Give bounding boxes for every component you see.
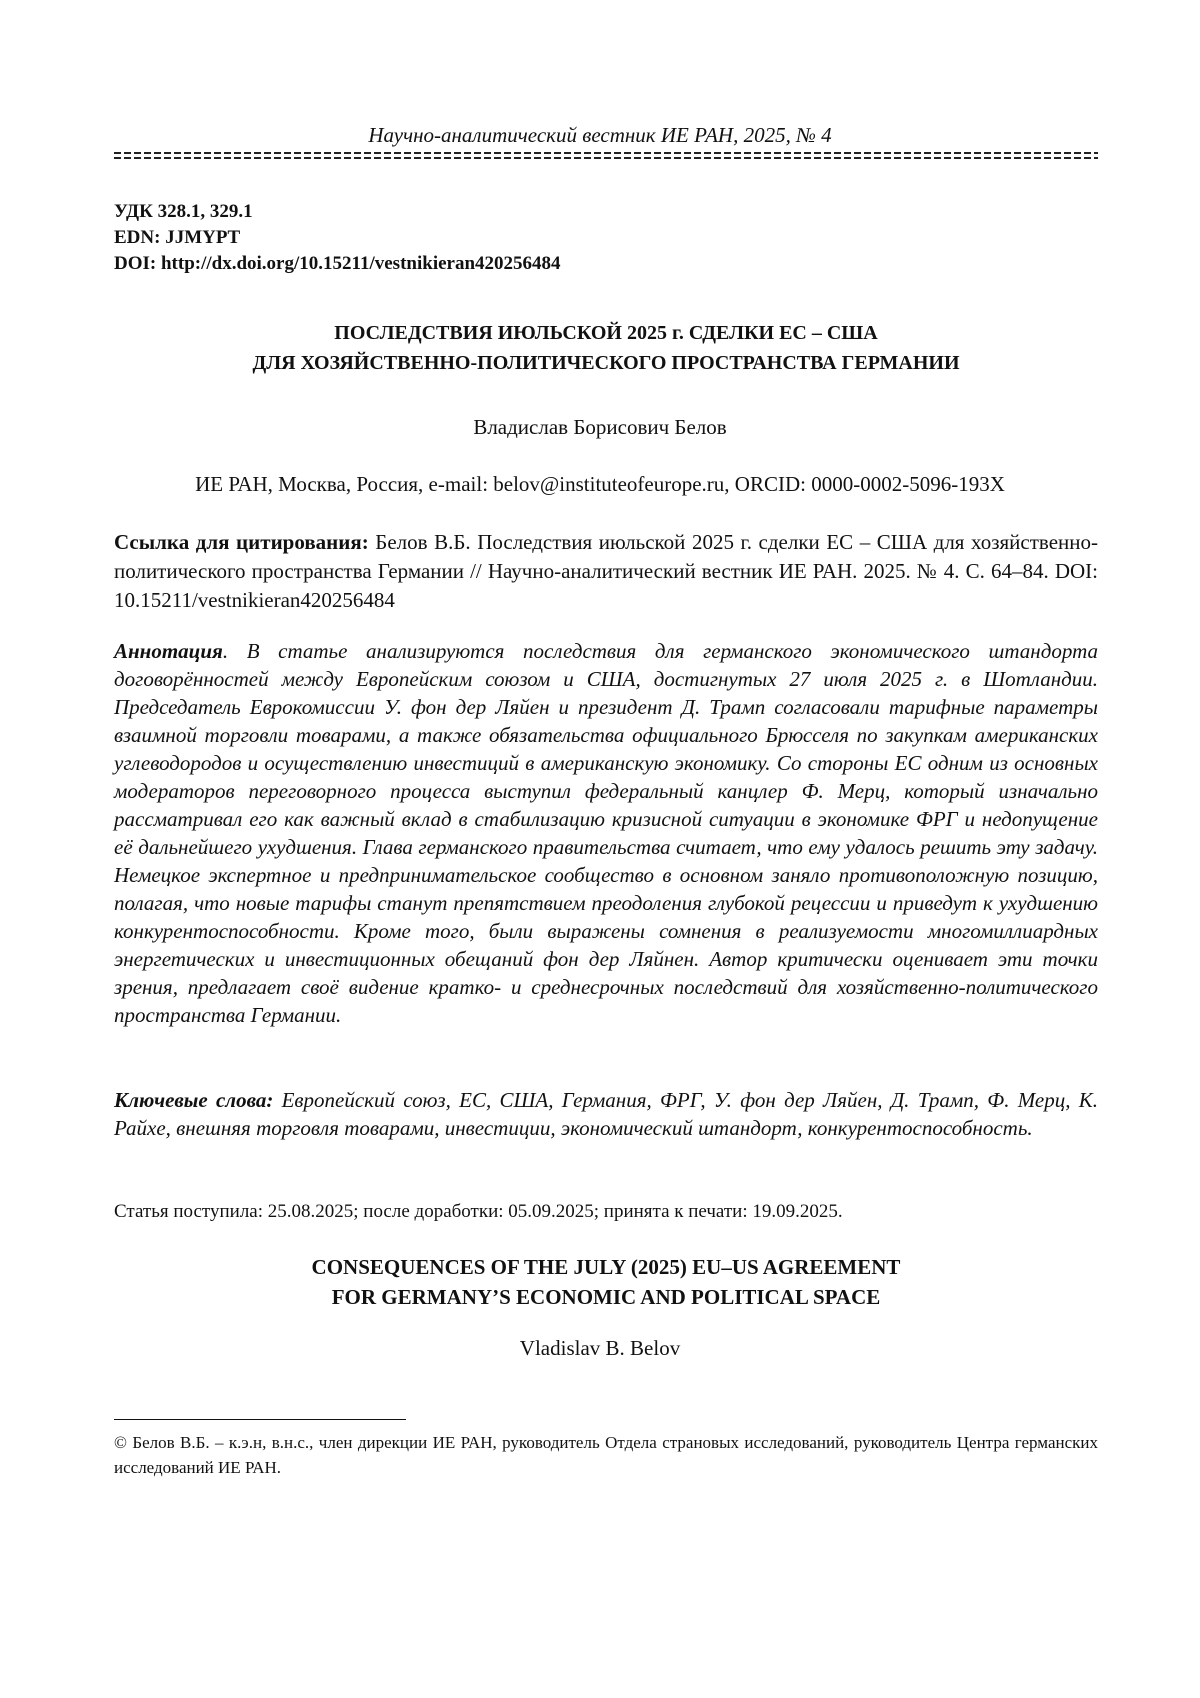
- author-name: Владислав Борисович Белов: [473, 415, 727, 439]
- udk-code: УДК 328.1, 329.1: [114, 201, 253, 222]
- keywords-text: Европейский союз, ЕС, США, Германия, ФРГ, У. фон дер Ляйен, Д. Трамп, Ф. Мерц, К. Райхе, внешняя торговля товарами, инвестиции, экономический штандорт, конкурентоспособность.: [114, 1088, 1098, 1140]
- header-double-rule: [114, 152, 1098, 161]
- article-title: [114, 318, 1098, 378]
- citation-text: Белов В.Б. Последствия июльской 2025 г. сделки ЕС – США для хозяйственно-политического пространства Германии // Научно-аналитический вестник ИЕ РАН. 2025. № 4. С. 64–84. DOI: 10.15211/vestnikieran420256484: [114, 530, 1098, 612]
- footnote-rule: [114, 1419, 406, 1420]
- citation-label: Ссылка для цитирования:: [114, 530, 369, 554]
- author-affiliation: ИЕ РАН, Москва, Россия, e-mail: belov@instituteofeurope.ru, ORCID: 0000-0002-5096-193X: [195, 472, 1005, 496]
- english-title-line-1: CONSEQUENCES OF THE JULY (2025) EU–US AGREEMENT: [311, 1255, 901, 1279]
- footnote: © Белов В.Б. – к.э.н, в.н.с., член дирекции ИЕ РАН, руководитель Отдела страновых исследований, руководитель Центра германских исследований ИЕ РАН.: [114, 1433, 1098, 1477]
- article-identifiers: [114, 199, 561, 277]
- keywords-label: Ключевые слова:: [114, 1088, 274, 1112]
- title-line-1: ПОСЛЕДСТВИЯ ИЮЛЬСКОЙ 2025 г. СДЕЛКИ ЕС – США: [334, 322, 878, 344]
- english-title: [114, 1252, 1098, 1312]
- abstract-label: Аннотация: [114, 639, 223, 663]
- keywords-block: [114, 1086, 1098, 1142]
- abstract-text: . В статье анализируются последствия для германского экономического штандорта договорённостей между Европейским союзом и США, достигнутых 27 июля 2025 г. в Шотландии. Председатель Еврокомиссии У. фон дер Ляйен и президент Д. Трамп согласовали тарифные параметры взаимной торговли товарами, а также обязательства официального Брюсселя по закупкам американских углеводородов и осуществлению инвестиций в американскую экономику. Со стороны ЕС одним из основных модераторов переговорного процесса выступил федеральный канцлер Ф. Мерц, который изначально рассматривал его как важный вклад в стабилизацию кризисной ситуации в экономике ФРГ и недопущение её дальнейшего ухудшения. Глава германского правительства считает, что ему удалось решить эту задачу. Немецкое экспертное и предпринимательское сообщество в основном заняло противоположную позицию, полагая, что новые тарифы станут препятствием преодоления глубокой рецессии и приведут к ухудшению конкурентоспособности. Кроме того, были выражены сомнения в реализуемости многомиллиардных энергетических и инвестиционных обещаний фон дер Ляйнен. Автор критически оценивает эти точки зрения, предлагает своё видение кратко- и среднесрочных последствий для хозяйственно-политического пространства Германии.: [114, 639, 1098, 1027]
- doi-link[interactable]: DOI: http://dx.doi.org/10.15211/vestnikieran420256484: [114, 253, 561, 274]
- running-head: Научно-аналитический вестник ИЕ РАН, 2025, № 4: [368, 123, 832, 147]
- title-line-2: ДЛЯ ХОЗЯЙСТВЕННО-ПОЛИТИЧЕСКОГО ПРОСТРАНСТВА ГЕРМАНИИ: [252, 352, 960, 374]
- english-author-name: Vladislav B. Belov: [519, 1336, 681, 1360]
- edn-code: EDN: JJMYPT: [114, 227, 241, 248]
- citation-block: [114, 528, 1098, 615]
- abstract-block: [114, 637, 1098, 1029]
- english-title-line-2: FOR GERMANY’S ECONOMIC AND POLITICAL SPACE: [331, 1285, 881, 1309]
- article-dates: Статья поступила: 25.08.2025; после доработки: 05.09.2025; принята к печати: 19.09.2025.: [114, 1201, 843, 1222]
